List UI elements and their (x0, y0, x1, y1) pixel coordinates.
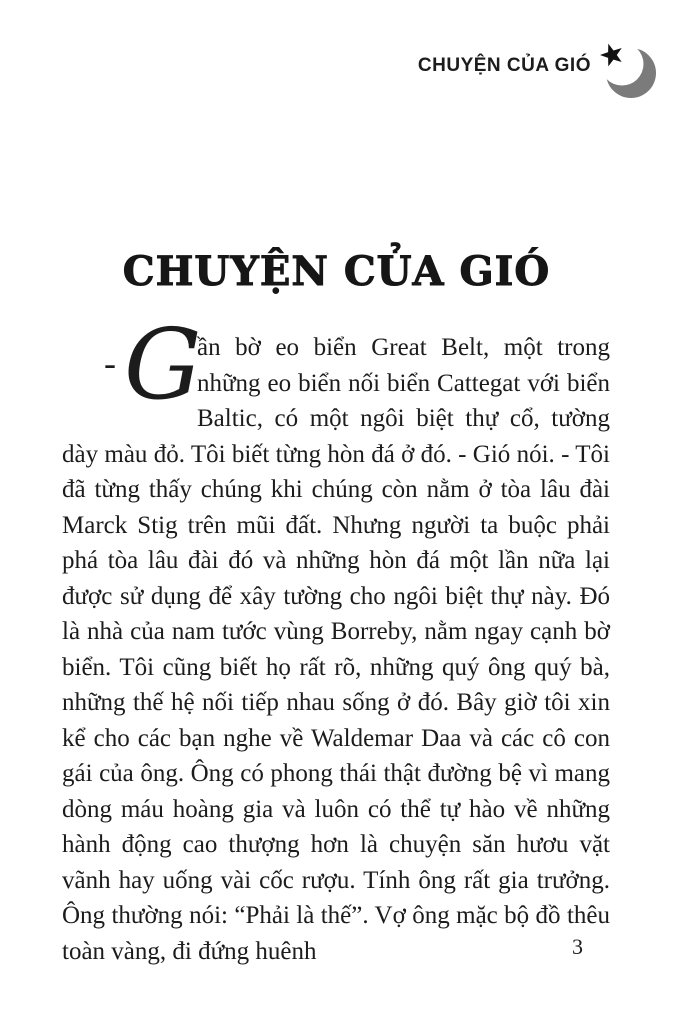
chapter-title: CHUYỆN CỦA GIÓ (122, 248, 551, 295)
page-header (418, 36, 657, 100)
running-header-title: CHUYỆN CỦA GIÓ (417, 55, 591, 76)
page-number: 3 (572, 934, 583, 959)
moon-cutout (601, 43, 644, 86)
crescent-moon-star-icon (595, 36, 657, 100)
drop-cap-letter: G (124, 308, 202, 421)
dialogue-dash: - (104, 343, 116, 383)
paragraph-text: ần bờ eo biển Great Belt, một trong những eo biển nối biển Cattegat với biển Baltic, có một ngôi biệt thự cổ, tường dày màu đỏ. Tôi biết từng hòn đá ở đó. - Gió nói. - Tôi đã từng thấy chúng khi chúng còn nằm ở tòa lâu đài Marck Stig trên mũi đất. Nhưng người ta buộc phải phá tòa lâu đài đó và những hòn đá một lần nữa lại được sử dụng để xây tường cho ngôi biệt thự này. Đó là nhà của nam tước vùng Borreby, nằm ngay cạnh bờ biển. Tôi cũng biết họ rất rõ, những quý ông quý bà, những thế hệ nối tiếp nhau sống ở đó. Bây giờ tôi xin kể cho các bạn nghe về Waldemar Daa và các cô con gái của ông. Ông có phong thái thật đường bệ vì mang dòng máu hoàng gia và luôn có thể tự hào về những hành động cao thượng hơn là chuyện săn hươu vặt vãnh hay uống vài cốc rượu. Tính ông rất gia trưởng. Ông thường nói: “Phải là thế”. Vợ ông mặc bộ đồ thêu toàn vàng, đi đứng huênh (62, 334, 610, 965)
drop-cap-block (62, 308, 202, 421)
body-paragraph (62, 308, 610, 969)
